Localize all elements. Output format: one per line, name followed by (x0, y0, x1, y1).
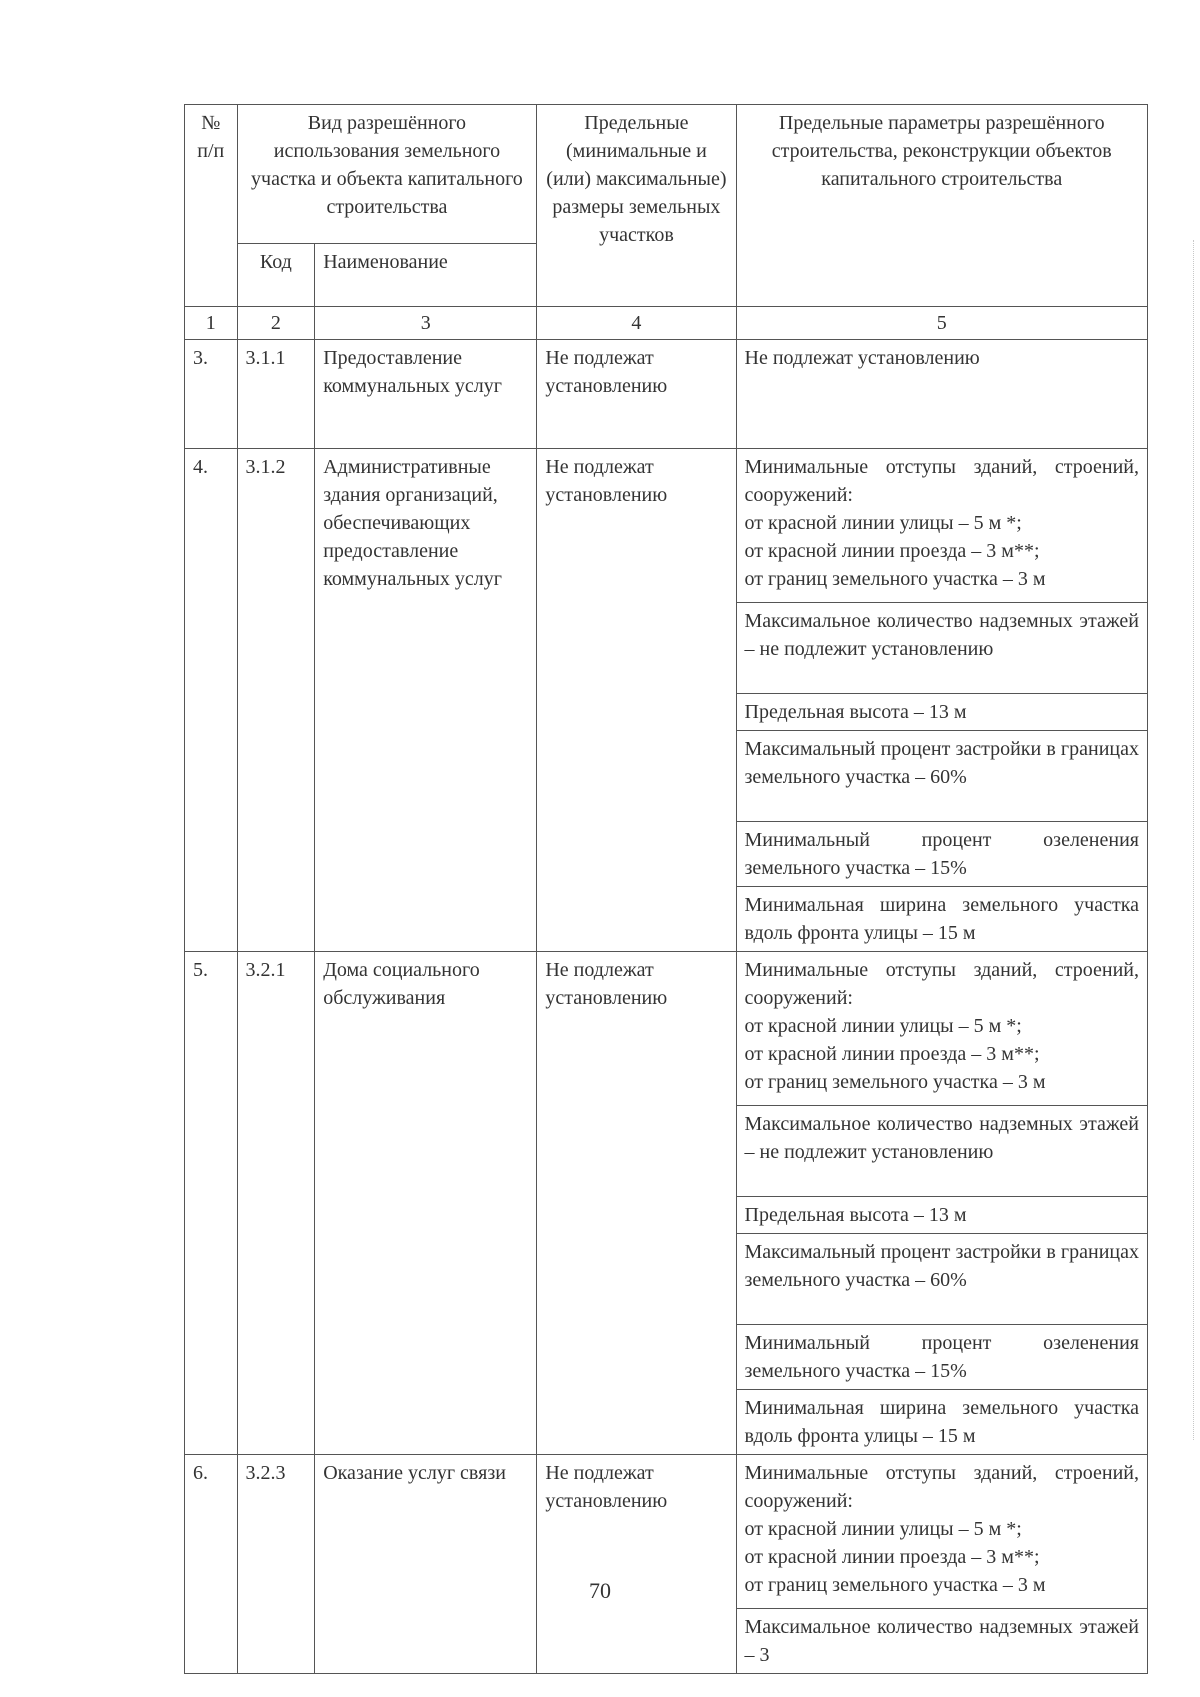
header-num: № п/п (185, 105, 238, 307)
row-parameter: Минимальные отступы зданий, строений, сооружений: от красной линии улицы – 5 м *; от красной линии проезда – 3 м**; от границ земельного участка – 3 м (736, 449, 1148, 603)
row-number: 6. (185, 1455, 238, 1674)
row-name: Предоставление коммунальных услуг (315, 340, 537, 449)
col-number: 4 (537, 307, 736, 340)
row-parameter: Максимальный процент застройки в границах земельного участка – 60% (736, 731, 1148, 822)
row-number: 3. (185, 340, 238, 449)
row-parameter: Минимальный процент озеленения земельного участка – 15% (736, 1325, 1148, 1390)
row-parameter: Минимальная ширина земельного участка вдоль фронта улицы – 15 м (736, 887, 1148, 952)
header-vid: Вид разрешённого использования земельного участка и объекта капитального строительства (237, 105, 537, 244)
header-params: Предельные параметры разрешённого строительства, реконструкции объектов капитального строительства (736, 105, 1148, 307)
page-number: 70 (589, 1578, 611, 1603)
row-parameter: Минимальная ширина земельного участка вдоль фронта улицы – 15 м (736, 1390, 1148, 1455)
col-number: 2 (237, 307, 315, 340)
table-header-row (185, 105, 1148, 244)
table-row (185, 952, 1148, 1106)
row-parameter: Предельная высота – 13 м (736, 694, 1148, 731)
column-number-row (185, 307, 1148, 340)
row-code: 3.1.2 (237, 449, 315, 952)
row-parameter: Максимальный процент застройки в границах земельного участка – 60% (736, 1234, 1148, 1325)
row-size: Не подлежат установлению (537, 449, 736, 952)
row-parameter: Минимальный процент озеленения земельного участка – 15% (736, 822, 1148, 887)
col-number: 5 (736, 307, 1148, 340)
row-size: Не подлежат установлению (537, 340, 736, 449)
land-use-table (184, 104, 1148, 1674)
row-number: 5. (185, 952, 238, 1455)
row-name: Административные здания организаций, обеспечивающих предоставление коммунальных услуг (315, 449, 537, 952)
row-parameter: Предельная высота – 13 м (736, 1197, 1148, 1234)
row-code: 3.2.3 (237, 1455, 315, 1674)
col-number: 3 (315, 307, 537, 340)
row-parameter: Минимальные отступы зданий, строений, сооружений: от красной линии улицы – 5 м *; от красной линии проезда – 3 м**; от границ земельного участка – 3 м (736, 952, 1148, 1106)
table-row (185, 340, 1148, 449)
row-size: Не подлежат установлению (537, 1455, 736, 1674)
row-number: 4. (185, 449, 238, 952)
row-parameter: Не подлежат установлению (736, 340, 1148, 449)
row-name: Оказание услуг связи (315, 1455, 537, 1674)
row-parameter: Максимальное количество надземных этажей – не подлежит установлению (736, 1106, 1148, 1197)
row-size: Не подлежат установлению (537, 952, 736, 1455)
row-parameter: Максимальное количество надземных этажей – 3 (736, 1609, 1148, 1674)
header-kod: Код (237, 244, 315, 307)
row-code: 3.2.1 (237, 952, 315, 1455)
row-parameter: Максимальное количество надземных этажей – не подлежит установлению (736, 603, 1148, 694)
row-parameter: Минимальные отступы зданий, строений, сооружений: от красной линии улицы – 5 м *; от красной линии проезда – 3 м**; от границ земельного участка – 3 м (736, 1455, 1148, 1609)
col-number: 1 (185, 307, 238, 340)
table-row (185, 449, 1148, 603)
header-naim: Наименование (315, 244, 537, 307)
header-razmery: Предельные (минимальные и (или) максимальные) размеры земельных участков (537, 105, 736, 307)
row-code: 3.1.1 (237, 340, 315, 449)
row-name: Дома социального обслуживания (315, 952, 537, 1455)
scan-margin-mark (1191, 240, 1194, 1440)
